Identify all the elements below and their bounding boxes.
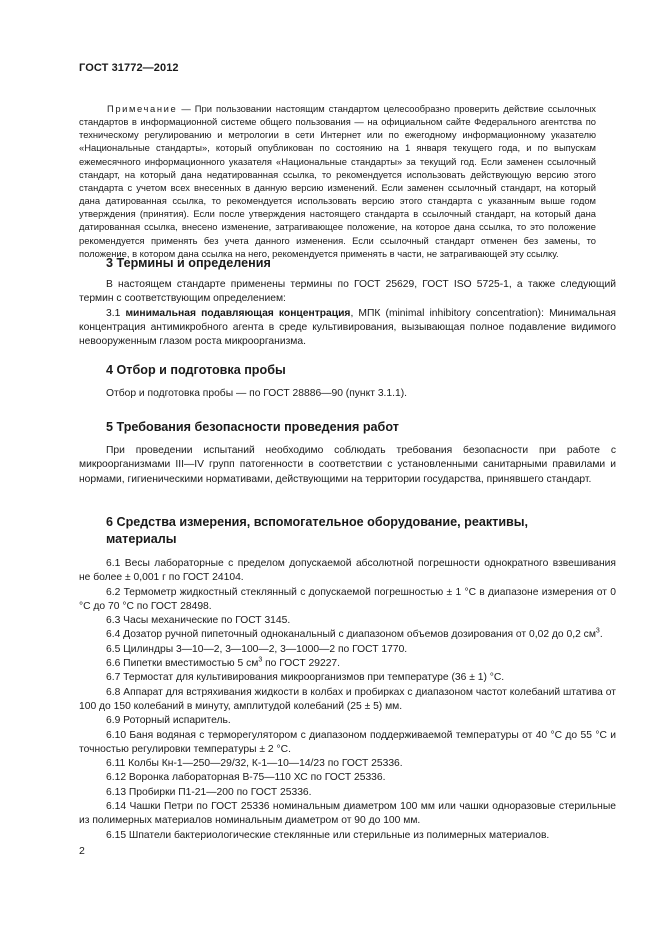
term-number: 3.1 (106, 307, 126, 319)
item-6-3: 6.3 Часы механические по ГОСТ 3145. (106, 615, 291, 627)
item-6-13: 6.13 Пробирки П1-21—200 по ГОСТ 25336. (106, 786, 312, 798)
item-6-11: 6.11 Колбы Кн-1—250—29/32, К-1—10—14/23 по ГОСТ 25336. (106, 758, 403, 770)
section-4-title: 4 Отбор и подготовка пробы (106, 363, 286, 377)
item-6-1: 6.1 Весы лабораторные с пределом допускаемой абсолютной погрешности однократного взвешивания не более ± 0,001 г по ГОСТ 24104. (79, 558, 616, 584)
item-6-6 (79, 657, 616, 671)
page-number: 2 (79, 845, 85, 857)
item-6-4-text: 6.4 Дозатор ручной пипеточный одноканальный с диапазоном объемов дозирования от 0,02 до 0,2 см (106, 629, 596, 641)
item-6-9: 6.9 Роторный испаритель. (106, 715, 231, 727)
section-5 (79, 419, 616, 487)
item-6-6-sup: 3 (258, 656, 263, 664)
item-6-14: 6.14 Чашки Петри по ГОСТ 25336 номинальным диаметром 100 мм или чашки одноразовые стерильные из полимерных материалов номинальным диаметром от 90 до 100 мм. (79, 801, 616, 827)
section-6 (79, 514, 616, 843)
section-6-items (79, 557, 616, 843)
section-3 (79, 255, 616, 349)
item-6-10: 6.10 Баня водяная с терморегулятором с диапазоном поддерживаемой температуры от 40 °С до 55 °С и точностью регулировки температуры ± 2 °С. (79, 729, 616, 755)
section-3-intro: В настоящем стандарте применены термины по ГОСТ 25629, ГОСТ ISO 5725-1, а также следующий термин с соответствующим определением: (79, 279, 616, 305)
term-bold: минимальная подавляющая концентрация (125, 307, 351, 319)
item-6-6-text: 6.6 Пипетки вместимостью 5 см (106, 658, 259, 670)
document-code-header: ГОСТ 31772—2012 (79, 62, 179, 74)
section-4 (79, 362, 616, 401)
item-6-12: 6.12 Воронка лабораторная В-75—110 ХС по ГОСТ 25336. (106, 772, 386, 784)
item-6-7: 6.7 Термостат для культивирования микроорганизмов при температуре (36 ± 1) °С. (106, 672, 505, 684)
note-text: — При пользовании настоящим стандартом целесообразно проверить действие ссылочных стандартов в информационной системе общего пользования — на официальном сайте Федерального агентства по техническому регулированию и метрологии в сети Интернет или по ежегодному информационному указателю «Национальные стандарты», который опубликован по состоянию на 1 января текущего года, и по выпускам ежемесячного информационного указателя «Национальные стандарты» за текущий год. Если заменен ссылочный стандарт, на который дана недатированная ссылка, то рекомендуется использовать действующую версию этого стандарта с учетом всех внесенных в данную версию изменений. Если заменен ссылочный стандарт, на который дана датированная ссылка, то рекомендуется использовать версию этого стандарта с указанным выше годом утверждения (принятия). Если после утверждения настоящего стандарта в ссылочный стандарт, на который дана датированная ссылка, внесено изменение, затрагивающее положение, на которое дана ссылка, то это положение рекомендуется применять без учета данного изменения. Если ссылочный стандарт отменен без замены, то положение, в котором дана ссылка на него, рекомендуется применять в части, не затрагивающей эту ссылку. (79, 103, 596, 259)
term-definition: , МПК (minimal inhibitory concentration): Минимальная концентрация антимикробного агента в среде культивирования, вызывающая полное подавление видимого невооруженным глазом роста микроорганизма. (79, 307, 616, 348)
section-3-title: 3 Термины и определения (106, 256, 271, 270)
section-5-text: При проведении испытаний необходимо соблюдать требования безопасности при работе с микроорганизмами III—IV групп патогенности в соответствии с установленными санитарными правилами и нормами, гигиеническими нормативами, действующими на территории государства, принявшего стандарт. (79, 445, 616, 485)
item-6-4-sup: 3 (595, 628, 600, 636)
item-6-4-dot: . (599, 629, 603, 641)
item-6-8: 6.8 Аппарат для встряхивания жидкости в колбах и пробирках с диапазоном частот колебаний штатива от 100 до 150 колебаний в минуту, амплитудой колебаний (25 ± 5) мм. (79, 686, 616, 712)
item-6-15: 6.15 Шпатели бактериологические стеклянные или стерильные из полимерных материалов. (106, 829, 550, 841)
note-paragraph (79, 102, 596, 260)
term-3-1 (79, 307, 616, 350)
note-label: Примечание (107, 103, 178, 114)
item-6-5: 6.5 Цилиндры 3—10—2, 3—100—2, 3—1000—2 по ГОСТ 1770. (106, 643, 408, 655)
section-5-title: 5 Требования безопасности проведения работ (106, 420, 399, 434)
section-6-title: 6 Средства измерения, вспомогательное оборудование, реактивы, материалы (106, 515, 529, 546)
item-6-4 (79, 628, 616, 642)
section-4-text: Отбор и подготовка пробы — по ГОСТ 28886—90 (пункт 3.1.1). (106, 388, 408, 399)
item-6-2: 6.2 Термометр жидкостный стеклянный с допускаемой погрешностью ± 1 °С в диапазоне измерения от 0 °С до 70 °С по ГОСТ 28498. (79, 586, 616, 612)
item-6-6-tail: по ГОСТ 29227. (262, 658, 341, 670)
